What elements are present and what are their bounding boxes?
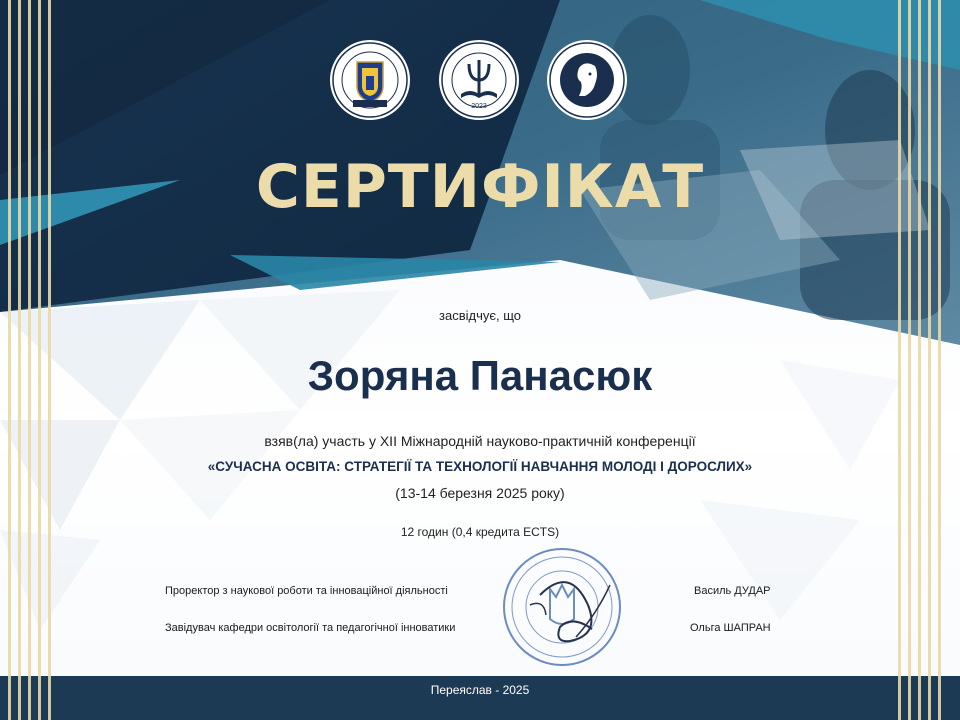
- faculty-year: 2023: [471, 103, 487, 110]
- department-logo: [545, 38, 629, 127]
- certificate-title: СЕРТИФІКАТ: [255, 152, 705, 222]
- psi-book-icon: [437, 38, 521, 122]
- footer-bar: [0, 676, 960, 720]
- certifies-that: засвідчує, що: [439, 308, 521, 323]
- university-motto: [354, 101, 386, 106]
- signatory-position-1: Проректор з наукової роботи та інноваційної діяльності: [165, 585, 448, 597]
- footer-right-stripes: [898, 676, 946, 720]
- participation-text: взяв(ла) участь у XII Міжнародній науково-практичній конференції: [264, 433, 696, 449]
- footer-left-stripes: [8, 676, 58, 720]
- university-logo: [328, 38, 412, 127]
- footer-text: Переяслав - 2025: [430, 683, 530, 697]
- signatory-name-1: Василь ДУДАР: [694, 585, 771, 597]
- faculty-logo: [437, 38, 521, 127]
- signatory-position-2: Завідувач кафедри освітології та педагогічної інноватики: [165, 622, 456, 634]
- conference-dates: (13-14 березня 2025 року): [395, 485, 565, 501]
- signatory-name-2: Ольга ШАПРАН: [690, 622, 771, 634]
- recipient-name: Зоряна Панасюк: [307, 352, 653, 399]
- skovoroda-portrait-icon: [545, 38, 629, 122]
- certificate-title-wrap: [0, 152, 960, 222]
- official-stamp-icon: [500, 545, 624, 669]
- hours-credits: 12 годин (0,4 кредита ECTS): [400, 525, 560, 539]
- university-coat-of-arms-icon: [328, 38, 412, 122]
- conference-title: «СУЧАСНА ОСВІТА: СТРАТЕГІЇ ТА ТЕХНОЛОГІЇ НАВЧАННЯ МОЛОДІ І ДОРОСЛИХ»: [207, 459, 753, 474]
